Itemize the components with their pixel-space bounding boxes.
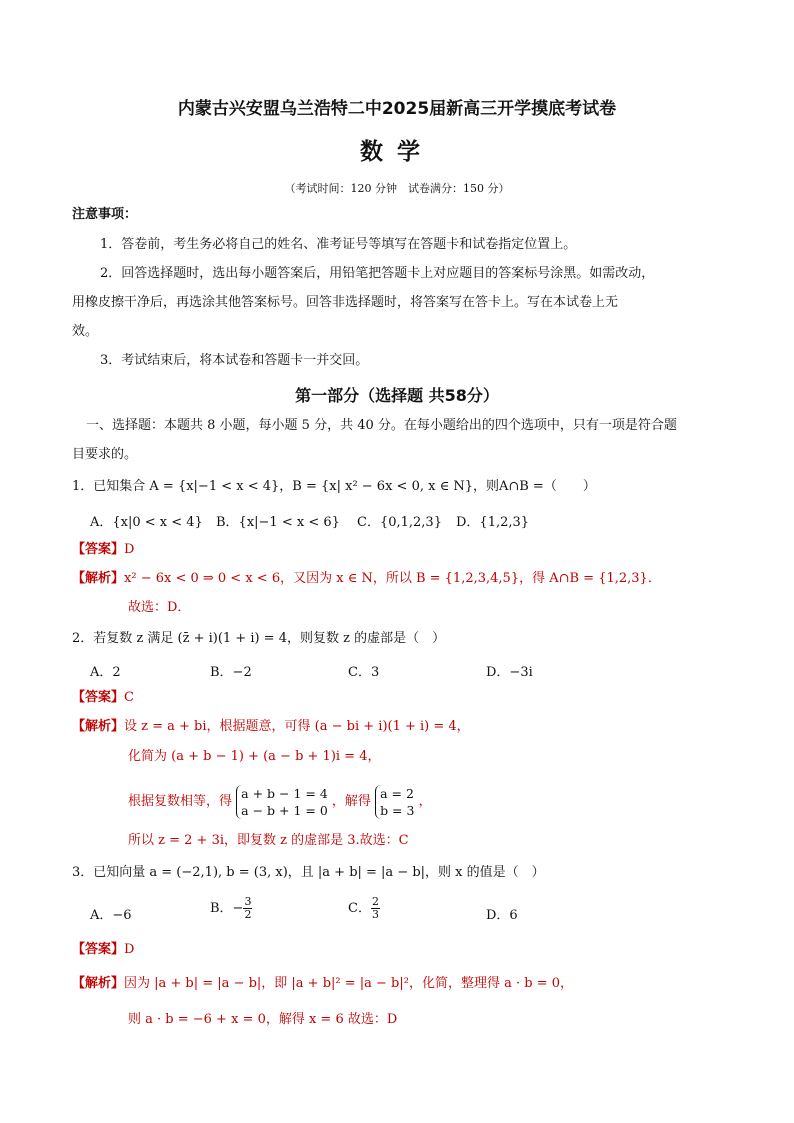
question-1-stem: 1．已知集合 A = {x|−1 < x < 4}，B = {x| x² − 6x < 0, x ∈ N}，则A∩B =（ ） — [72, 479, 596, 494]
section-intro-cont: 目要求的。 — [72, 447, 138, 462]
notes-heading: 注意事项： — [72, 207, 138, 222]
q1-answer: D — [124, 542, 135, 557]
note-item-2-end: 效。 — [72, 324, 99, 339]
q2-analysis-line — [72, 718, 470, 736]
q2-analysis-3b: ，解得 — [331, 794, 371, 809]
q2-sys1-eq1: a + b − 1 = 4 — [241, 785, 328, 801]
q3-option-b-fraction — [243, 896, 252, 921]
exam-info: （考试时间：120 分钟 试卷满分：150 分） — [284, 182, 510, 195]
q3-option-b-denominator: 2 — [244, 908, 252, 921]
q3-option-b — [210, 896, 252, 921]
q2-answer: C — [124, 690, 134, 705]
question-2-stem: 2．若复数 z 满足 (z̄ + i)(1 + i) = 4，则复数 z 的虚部是（ ） — [72, 631, 446, 646]
q2-sys1-eq2: a − b + 1 = 0 — [241, 802, 328, 818]
q3-option-c-denominator: 3 — [371, 908, 379, 921]
q2-sys2-eq2: b = 3 — [380, 802, 415, 818]
note-item-1: 1．答卷前，考生务必将自己的姓名、准考证号等填写在答题卡和试卷指定位置上。 — [100, 237, 577, 252]
q3-option-d: D．6 — [486, 908, 518, 923]
q2-equation-system-2 — [375, 785, 414, 819]
answer-tag: 【答案】 — [72, 542, 125, 557]
exam-title: 内蒙古兴安盟乌兰浩特二中2025届新高三开学摸底考试卷 — [177, 99, 617, 119]
q1-option-b: B．{x|−1 < x < 6} — [216, 515, 340, 530]
q2-answer-line — [72, 689, 134, 707]
q1-analysis-line — [72, 570, 661, 588]
q3-option-c — [348, 896, 380, 921]
q2-option-a: A．2 — [90, 665, 121, 680]
question-3-stem: 3．已知向量 a = (−2,1), b = (3, x)，且 |a + b| = |a − b|，则 x 的值是（ ） — [72, 865, 545, 880]
q3-answer: D — [124, 942, 135, 957]
answer-tag: 【答案】 — [72, 690, 125, 705]
q3-option-c-prefix: C． — [348, 901, 371, 916]
q3-option-b-prefix: B．− — [210, 901, 244, 916]
answer-tag: 【答案】 — [72, 942, 125, 957]
q3-analysis-1: 因为 |a + b| = |a − b|，即 |a + b|² = |a − b|²，化简，整理得 a · b = 0， — [124, 976, 574, 991]
q3-option-c-numerator: 2 — [371, 895, 379, 908]
q2-analysis-1: 设 z = a + bi，根据题意，可得 (a − bi + i)(1 + i) = 4， — [124, 719, 470, 734]
analysis-tag: 【解析】 — [72, 571, 125, 586]
q2-option-d: D．−3i — [486, 665, 533, 680]
analysis-tag: 【解析】 — [72, 976, 125, 991]
note-item-3: 3．考试结束后，将本试卷和答题卡一并交回。 — [100, 353, 369, 368]
q2-analysis-4: 所以 z = 2 + 3i，即复数 z 的虚部是 3.故选：C — [128, 833, 409, 848]
analysis-tag: 【解析】 — [72, 719, 125, 734]
subject-title: 数学 — [360, 139, 434, 165]
section-intro: 一、选择题：本题共 8 小题，每小题 5 分，共 40 分。在每小题给出的四个选项中，只有一项是符合题 — [86, 418, 677, 433]
q2-option-b: B．−2 — [210, 665, 252, 680]
q2-option-c: C．3 — [348, 665, 380, 680]
q1-analysis-conclusion: 故选：D． — [128, 600, 191, 615]
note-item-2-cont: 用橡皮擦干净后，再选涂其他答案标号。回答非选择题时，将答案写在答卡上。写在本试卷上无 — [72, 295, 619, 310]
q2-analysis-3 — [128, 782, 432, 822]
q3-analysis-2: 则 a · b = −6 + x = 0，解得 x = 6 故选：D — [128, 1012, 398, 1027]
section-title: 第一部分（选择题 共58分） — [295, 386, 499, 405]
q1-option-c: C．{0,1,2,3} — [357, 515, 442, 530]
q3-analysis-line — [72, 975, 573, 993]
q1-option-a: A．{x|0 < x < 4} — [90, 515, 203, 530]
q1-answer-line — [72, 541, 134, 559]
q1-analysis: x² − 6x < 0 ⇒ 0 < x < 6，又因为 x ∈ N，所以 B = {1,2,3,4,5}，得 A∩B = {1,2,3}． — [124, 571, 661, 586]
q2-sys2-eq1: a = 2 — [380, 785, 414, 801]
q1-option-d: D．{1,2,3} — [456, 515, 530, 530]
q2-analysis-2: 化简为 (a + b − 1) + (a − b + 1)i = 4， — [128, 749, 381, 764]
q2-equation-system-1 — [236, 785, 328, 819]
q2-analysis-3c: ， — [418, 794, 432, 809]
q3-option-c-fraction — [371, 896, 380, 921]
q3-answer-line — [72, 941, 134, 959]
q3-option-b-numerator: 3 — [244, 895, 252, 908]
note-item-2: 2．回答选择题时，选出每小题答案后，用铅笔把答题卡上对应题目的答案标号涂黑。如需改动， — [100, 266, 655, 281]
q3-option-a: A．−6 — [90, 908, 132, 923]
q2-analysis-3a: 根据复数相等，得 — [128, 794, 233, 809]
